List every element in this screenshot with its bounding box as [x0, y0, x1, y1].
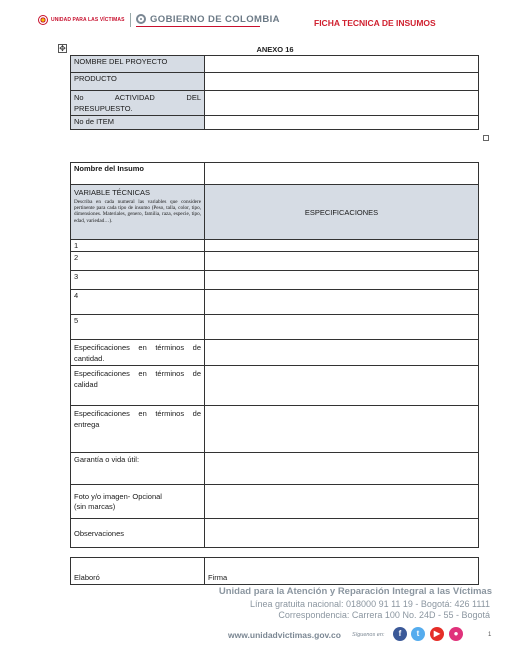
product-label: PRODUCTO — [71, 73, 205, 91]
table-row — [71, 73, 479, 91]
table-row — [71, 271, 479, 290]
header-underline — [136, 26, 260, 27]
specifications-header: ESPECIFICACIONES — [205, 185, 479, 240]
table-row — [71, 252, 479, 271]
cantidad-field[interactable] — [205, 340, 479, 366]
variable-4-field[interactable] — [205, 290, 479, 315]
variable-number: 3 — [71, 271, 205, 290]
cantidad-label: Especificaciones en términos de cantidad. — [71, 340, 205, 366]
table-row — [71, 406, 479, 453]
variables-label: VARIABLE TÉCNICAS — [74, 188, 150, 197]
foto-label-line1: Foto y/o imagen- Opcional — [74, 491, 162, 501]
variable-number: 5 — [71, 315, 205, 340]
observaciones-label: Observaciones — [71, 519, 205, 548]
twitter-icon[interactable]: t — [411, 627, 425, 641]
foto-label-line2: (sin marcas) — [74, 501, 116, 511]
elaboro-label: Elaboró — [71, 558, 205, 585]
table-row — [71, 91, 479, 116]
table-row — [71, 116, 479, 130]
variable-number: 2 — [71, 252, 205, 271]
flickr-icon[interactable]: ● — [449, 627, 463, 641]
footer-phone: Línea gratuita nacional: 018000 91 11 19 - Bogotá: 426 1111 — [249, 599, 490, 609]
entrega-label: Especificaciones en términos de entrega — [71, 406, 205, 453]
table-resize-handle[interactable] — [483, 135, 489, 141]
unidad-victimas-logo — [38, 14, 128, 26]
logo1-text: UNIDAD PARA LAS VÍCTIMAS — [51, 17, 125, 23]
insumo-name-field[interactable] — [205, 163, 479, 185]
variable-number: 1 — [71, 240, 205, 252]
product-field[interactable] — [205, 73, 479, 91]
activity-label: No ACTIVIDAD DEL PRESUPUESTO. — [71, 91, 205, 116]
project-name-field[interactable] — [205, 56, 479, 73]
variable-3-field[interactable] — [205, 271, 479, 290]
entrega-field[interactable] — [205, 406, 479, 453]
calidad-label: Especificaciones en términos de calidad — [71, 366, 205, 406]
garantia-label: Garantía o vida útil: — [71, 453, 205, 485]
table-row — [71, 453, 479, 485]
footer-entity: Unidad para la Atención y Reparación Integral a las Víctimas — [218, 586, 492, 597]
gobierno-emblem-icon — [136, 14, 146, 24]
calidad-field[interactable] — [205, 366, 479, 406]
anexo-label: ANEXO 16 — [256, 45, 294, 54]
table-row — [71, 290, 479, 315]
table-row — [71, 558, 479, 585]
seal-icon — [38, 15, 48, 25]
table-row — [71, 485, 479, 519]
table-row — [71, 519, 479, 548]
logo2-text: GOBIERNO DE COLOMBIA — [150, 13, 280, 25]
foto-field[interactable] — [205, 485, 479, 519]
document-title: FICHA TECNICA DE INSUMOS — [314, 18, 436, 28]
header-divider — [130, 13, 131, 27]
item-field[interactable] — [205, 116, 479, 130]
gobierno-colombia-logo — [136, 12, 280, 26]
signature-table — [70, 557, 479, 585]
foto-label — [71, 485, 205, 519]
youtube-icon[interactable]: ▶ — [430, 627, 444, 641]
footer-address: Correspondencia: Carrera 100 No. 24D - 55 - Bogotá — [278, 610, 490, 620]
activity-field[interactable] — [205, 91, 479, 116]
table-row — [71, 240, 479, 252]
variable-5-field[interactable] — [205, 315, 479, 340]
project-table — [70, 55, 479, 130]
table-move-handle-icon[interactable]: ✥ — [59, 44, 66, 53]
insumo-table — [70, 162, 479, 548]
observaciones-field[interactable] — [205, 519, 479, 548]
table-row — [71, 185, 479, 240]
follow-label: Síguenos en: — [352, 632, 385, 638]
facebook-icon[interactable]: f — [393, 627, 407, 641]
variable-1-field[interactable] — [205, 240, 479, 252]
variables-cell — [71, 185, 205, 240]
table-row — [71, 315, 479, 340]
table-row — [71, 163, 479, 185]
variable-number: 4 — [71, 290, 205, 315]
page-number: 1 — [488, 632, 492, 638]
garantia-field[interactable] — [205, 453, 479, 485]
table-row — [71, 366, 479, 406]
variables-description: Describa en cada numeral las variables que considere pertinente para cada tipo de insumo (Peso, talla, color, tipo, dimensiones. Materiales, genero, familia, raza, especie, tipo, edad, variedad…). — [74, 199, 201, 224]
footer-website-link[interactable]: www.unidadvictimas.gov.co — [228, 630, 341, 640]
table-row — [71, 340, 479, 366]
item-label: No de ITEM — [71, 116, 205, 130]
project-name-label: NOMBRE DEL PROYECTO — [71, 56, 205, 73]
insumo-name-label: Nombre del Insumo — [71, 163, 205, 185]
table-row — [71, 56, 479, 73]
variable-2-field[interactable] — [205, 252, 479, 271]
firma-label[interactable]: Firma — [205, 558, 479, 585]
